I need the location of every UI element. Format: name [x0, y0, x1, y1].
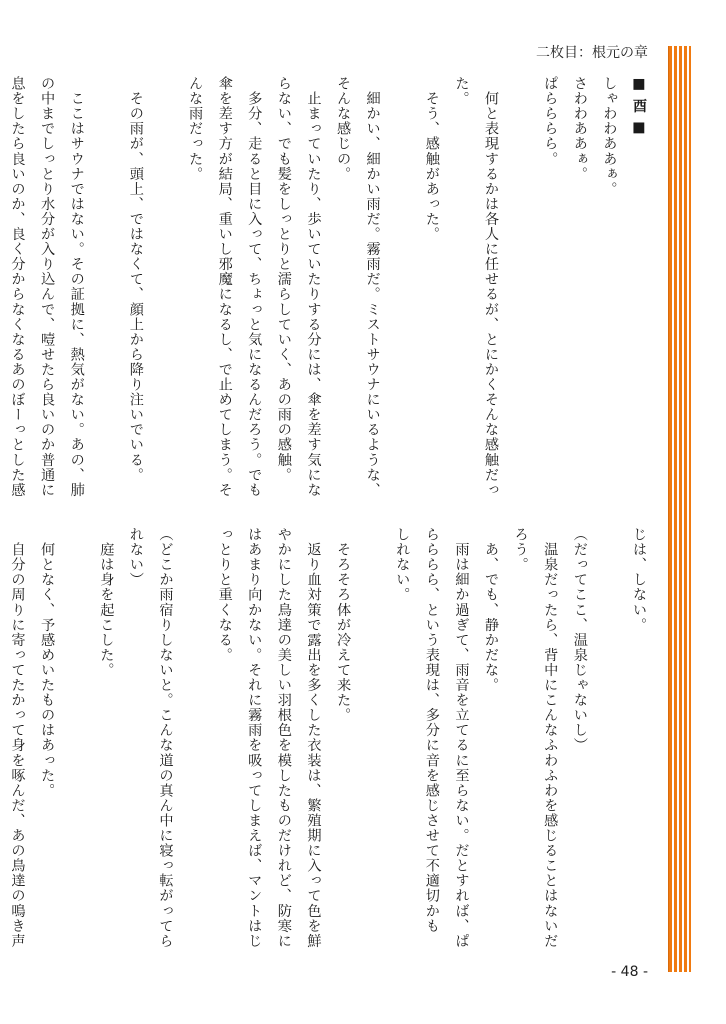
text-line: そろそろ体が冷えて来た。	[335, 527, 352, 723]
text-line: その雨が、頭上、ではなくて、顔上から降り注いでいる。	[127, 76, 144, 483]
text-line: さわわああぁ。	[571, 76, 588, 182]
chapter-header: 二枚目：根元の章	[536, 45, 648, 61]
text-line: 自分の周りに寄ってたかって身を啄んだ、あの鳥達の鳴き声	[9, 527, 26, 949]
text-line: 何と表現するかは各人に任せるが、とにかくそんな感触だっ	[483, 76, 500, 498]
blank-line	[357, 527, 387, 953]
text-line: 多分、走ると目に入って、ちょっと気になるんだろう。でも	[246, 76, 263, 498]
text-line: ろう。	[512, 527, 529, 573]
text-line: はあまり向かない。それに霧雨を吸ってしまえば、マントはじ	[246, 527, 263, 949]
page-number: - 48 -	[611, 964, 648, 980]
text-line: 細かい、細かい雨だ。霧雨だ。ミストサウナにいるような、	[364, 76, 381, 498]
blank-line	[180, 527, 210, 953]
text-line: 何となく、予感めいたものはあった。	[39, 527, 56, 798]
text-line: そう、感触があった。	[423, 76, 440, 242]
text-line: らない、でも髪をしっとりと濡らしていく、あの雨の感触。	[275, 76, 292, 483]
blank-line	[505, 76, 535, 496]
text-line: やかにした鳥達の美しい羽根色を模したものだけれど、防寒に	[275, 527, 292, 949]
blank-line	[594, 527, 624, 953]
blank-line	[150, 76, 180, 496]
text-line: 傘を差す方が結局、重いし邪魔になるし、で止めてしまう。そ	[216, 76, 233, 498]
text-line: 止まっていたり、歩いていたりする分には、傘を差す気にな	[305, 76, 322, 498]
blank-line	[387, 76, 417, 496]
text-line: 返り血対策で露出を多くした衣装は、繁殖期に入って色を鮮	[305, 527, 322, 949]
text-line: っとりと重くなる。	[216, 527, 233, 663]
text-line: あ、でも、静かだな。	[483, 527, 500, 693]
text-line: んな雨だった。	[187, 76, 204, 182]
section-heading: ■ 酉 ■	[631, 76, 647, 137]
text-line: 息をしたら良いのか、良く分からなくなるあのぼーっとした感	[9, 76, 26, 498]
text-line: た。	[453, 76, 470, 107]
text-line: しゃわわああぁ。	[601, 76, 618, 197]
text-line: らららら、という表現は、多分に音を感じさせて不適切かも	[423, 527, 440, 934]
text-line: じは、しない。	[631, 527, 647, 633]
orange-stripe-decoration	[668, 46, 691, 972]
text-line: 雨は細か過ぎて、雨音を立てるに至らない。だとすれば、ぱ	[453, 527, 470, 949]
text-line: （だってここ、温泉じゃないし）	[571, 527, 588, 753]
text-line: ぱらららら。	[542, 76, 559, 167]
text-line: 温泉だったら、背中にこんなふわふわを感じることはないだ	[542, 527, 559, 949]
text-line: しれない。	[394, 527, 411, 603]
text-line: れない）	[127, 527, 144, 588]
text-line: ここはサウナではない。その証拠に、熱気がない。あの、肺	[68, 76, 85, 498]
lower-text-column	[9, 527, 653, 953]
blank-line	[91, 76, 121, 496]
text-line: の中までしっとり水分が入り込んで、噎せたら良いのか普通に	[39, 76, 56, 498]
text-line: 庭は身を起こした。	[98, 527, 115, 678]
text-line: そんな感じの。	[335, 76, 352, 182]
blank-line	[61, 527, 91, 953]
upper-text-column	[9, 76, 653, 498]
text-line: （どこか雨宿りしないと。こんな道の真ん中に寝っ転がってら	[157, 527, 174, 949]
